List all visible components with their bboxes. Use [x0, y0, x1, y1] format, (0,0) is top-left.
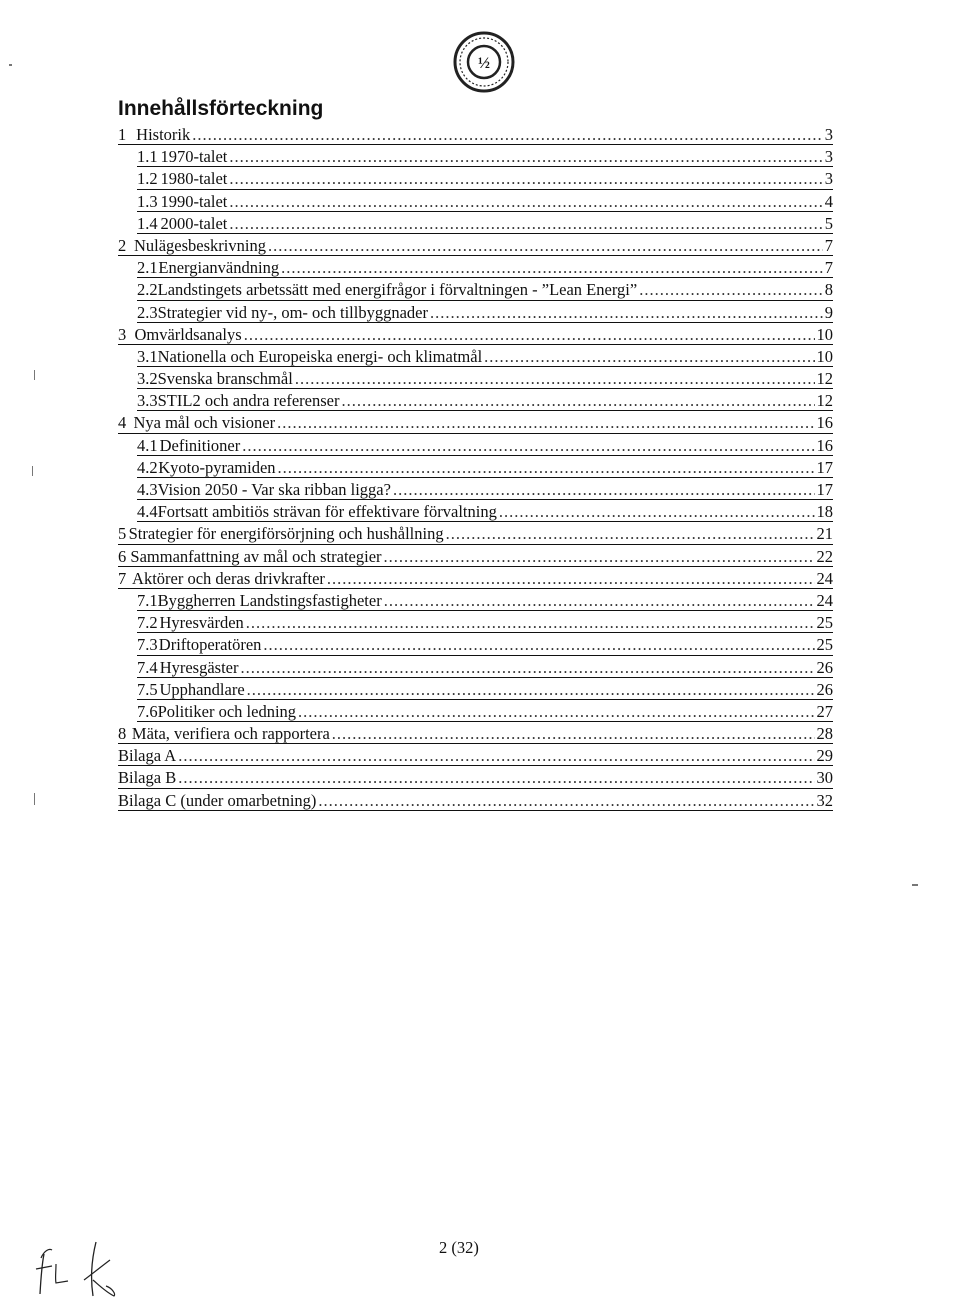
toc-entry [118, 235, 833, 257]
handwritten-signature-icon [30, 1236, 140, 1300]
toc-entry [118, 124, 833, 146]
toc-entry-label: Historik [136, 125, 191, 144]
toc-dot-leader [342, 390, 815, 412]
toc-entry-page: 17 [816, 480, 833, 499]
toc-dot-leader [327, 568, 815, 590]
toc-entry-page: 25 [816, 613, 833, 633]
toc-entry-number: 7.5 [137, 679, 158, 699]
toc-entry-page: 32 [816, 790, 833, 810]
toc-entry-number: 2.1 [137, 258, 158, 278]
toc-entry-label: Strategier för energiförsörjning och hushållning [128, 524, 444, 544]
toc-subentry [118, 590, 833, 612]
toc-entry-label: Byggherren Landstingsfastigheter [157, 590, 382, 610]
toc-dot-leader [384, 546, 815, 568]
toc-dot-leader [263, 634, 814, 656]
toc-dot-leader [393, 479, 815, 501]
toc-entry-page: 24 [816, 568, 833, 588]
toc-subentry [118, 679, 833, 701]
toc-dot-leader [484, 346, 814, 368]
toc-entry-page: 21 [816, 524, 833, 544]
toc-entry-number: 7.4 [137, 657, 158, 677]
toc-entry-number: 4.3 [137, 480, 158, 499]
toc-dot-leader [430, 302, 823, 324]
toc-entry-label: Aktörer och deras drivkrafter [132, 568, 325, 588]
toc-entry-number: 2.2 [137, 280, 158, 300]
toc-entry-label: Strategier vid ny-, om- och tillbyggnader [157, 302, 428, 322]
toc-entry-number: 4.4 [137, 502, 158, 522]
toc-entry-page: 7 [824, 235, 833, 255]
toc-subentry [118, 657, 833, 679]
toc-entry-page: 30 [816, 768, 833, 788]
page-number: 2 (32) [439, 1238, 479, 1257]
toc-entry-label: Sammanfattning av mål och strategier [130, 546, 382, 566]
toc-entry-number: 7.3 [137, 635, 158, 655]
toc-entry [118, 324, 833, 346]
toc-entry-label: Nulägesbeskrivning [133, 235, 266, 255]
toc-entry-label: 1970-talet [160, 147, 228, 167]
toc-subentry [118, 435, 833, 457]
toc-entry [118, 767, 833, 789]
toc-entry-page: 12 [816, 369, 833, 389]
toc-dot-leader [639, 279, 823, 301]
toc-dot-leader [277, 412, 814, 434]
toc-entry-page: 18 [816, 502, 833, 522]
toc-dot-leader [241, 657, 815, 679]
toc-entry-number: 1.3 [137, 191, 158, 211]
toc-entry-label: Definitioner [159, 435, 241, 455]
toc-entry-number: 6 [118, 546, 127, 566]
scan-margin-mark [912, 884, 918, 886]
stamp-seal-icon [452, 30, 516, 94]
toc-dot-leader [229, 213, 822, 235]
toc-entry-label: 2000-talet [160, 213, 228, 233]
toc-dot-leader [268, 235, 823, 257]
toc-subentry [118, 368, 833, 390]
toc-entry-page: 12 [816, 391, 833, 411]
table-of-contents [118, 124, 833, 812]
toc-subentry [118, 213, 833, 235]
toc-entry-number: 4.2 [137, 457, 158, 477]
toc-entry-label: Mäta, verifiera och rapportera [131, 724, 330, 744]
toc-dot-leader [229, 191, 822, 213]
toc-entry [118, 523, 833, 545]
toc-entry-number: 1.2 [137, 169, 158, 189]
toc-entry-page: 29 [816, 746, 833, 766]
toc-entry-page: 7 [824, 258, 833, 278]
toc-subentry [118, 146, 833, 168]
toc-dot-leader [229, 146, 822, 168]
page-title: Innehållsförteckning [118, 97, 324, 120]
toc-dot-leader [242, 435, 814, 457]
toc-entry-page: 16 [816, 435, 833, 455]
toc-entry-page: 17 [816, 457, 833, 477]
toc-entry-number: 2 [118, 235, 127, 255]
toc-entry [118, 568, 833, 590]
scan-margin-mark [9, 64, 12, 66]
toc-entry-page: 4 [824, 191, 833, 211]
toc-entry-label: Landstingets arbetssätt med energifrågor i förvaltningen - ”Lean Energi” [157, 280, 638, 300]
toc-entry-page: 8 [824, 280, 833, 300]
toc-subentry [118, 302, 833, 324]
toc-entry [118, 723, 833, 745]
toc-dot-leader [192, 124, 822, 146]
toc-entry-page: 3 [824, 147, 833, 167]
scan-margin-mark [34, 370, 35, 380]
toc-entry-label: Hyresvärden [159, 613, 244, 633]
toc-entry-label: 1980-talet [160, 169, 228, 189]
toc-entry-label: Kyoto-pyramiden [158, 457, 276, 477]
svg-text:½: ½ [478, 55, 490, 72]
toc-dot-leader [446, 523, 815, 545]
toc-entry-label: Politiker och ledning [157, 701, 297, 721]
toc-entry-page: 5 [824, 213, 833, 233]
toc-entry-label: Driftoperatören [158, 635, 262, 655]
toc-dot-leader [499, 501, 815, 523]
toc-entry-number: 1.1 [137, 147, 158, 167]
toc-entry-page: 3 [824, 125, 833, 144]
toc-subentry [118, 257, 833, 279]
toc-entry-number: 2.3 [137, 302, 158, 322]
toc-entry-number: 3.1 [137, 346, 158, 366]
toc-dot-leader [281, 257, 823, 279]
toc-entry-page: 22 [816, 546, 833, 566]
toc-entry-page: 10 [816, 346, 833, 366]
toc-entry-label: Upphandlare [159, 679, 245, 699]
toc-subentry [118, 390, 833, 412]
toc-entry-label: 1990-talet [160, 191, 228, 211]
toc-entry [118, 790, 833, 812]
toc-subentry [118, 612, 833, 634]
toc-entry-number: 1 [118, 125, 127, 144]
toc-entry-page: 25 [816, 635, 833, 655]
toc-entry-label: Nya mål och visioner [133, 413, 276, 433]
toc-entry-number: 7.2 [137, 613, 158, 633]
toc-dot-leader [244, 324, 815, 346]
toc-entry-label: Hyresgäster [159, 657, 239, 677]
toc-entry-number: 3.3 [137, 391, 158, 411]
toc-entry-label: Omvärldsanalys [134, 324, 242, 344]
toc-subentry [118, 457, 833, 479]
toc-entry-number: 4 [118, 413, 127, 433]
toc-entry-page: 3 [824, 169, 833, 189]
toc-entry-label: Bilaga A [118, 746, 177, 766]
toc-entry-page: 28 [816, 724, 833, 744]
toc-entry [118, 412, 833, 434]
toc-entry-label: Energianvändning [158, 258, 280, 278]
toc-entry-number: 1.4 [137, 213, 158, 233]
toc-dot-leader [229, 168, 822, 190]
toc-entry-number: 3 [118, 324, 127, 344]
toc-dot-leader [246, 612, 815, 634]
toc-subentry [118, 191, 833, 213]
toc-entry-number: 5 [118, 524, 127, 544]
toc-dot-leader [178, 767, 814, 789]
toc-entry-page: 27 [816, 701, 833, 721]
toc-dot-leader [295, 368, 815, 390]
toc-dot-leader [247, 679, 815, 701]
toc-dot-leader [178, 745, 814, 767]
scan-margin-mark [32, 466, 33, 476]
toc-entry-label: STIL2 och andra referenser [157, 391, 340, 411]
toc-entry-label: Bilaga B [118, 768, 177, 788]
toc-entry-label: Vision 2050 - Var ska ribban ligga? [157, 480, 391, 499]
toc-entry-number: 8 [118, 724, 127, 744]
toc-entry-label: Bilaga C (under omarbetning) [118, 790, 317, 810]
toc-dot-leader [278, 457, 815, 479]
toc-entry-page: 16 [816, 413, 833, 433]
toc-subentry [118, 634, 833, 656]
scan-margin-mark [34, 793, 35, 805]
toc-subentry [118, 501, 833, 523]
toc-dot-leader [318, 790, 814, 812]
toc-entry-label: Nationella och Europeiska energi- och klimatmål [157, 346, 483, 366]
toc-entry-number: 3.2 [137, 369, 158, 389]
toc-subentry [118, 168, 833, 190]
toc-entry-number: 7.1 [137, 590, 158, 610]
toc-dot-leader [332, 723, 815, 745]
toc-entry-page: 26 [816, 657, 833, 677]
toc-subentry [118, 479, 833, 501]
toc-subentry [118, 346, 833, 368]
toc-entry-page: 26 [816, 679, 833, 699]
toc-subentry [118, 279, 833, 301]
toc-entry-number: 4.1 [137, 435, 158, 455]
toc-entry-label: Fortsatt ambitiös strävan för effektivare förvaltning [157, 502, 497, 522]
toc-dot-leader [298, 701, 814, 723]
toc-subentry [118, 701, 833, 723]
toc-entry-page: 10 [816, 324, 833, 344]
toc-entry-number: 7.6 [137, 701, 158, 721]
toc-dot-leader [384, 590, 815, 612]
toc-entry-label: Svenska branschmål [157, 369, 293, 389]
toc-entry [118, 546, 833, 568]
toc-entry [118, 745, 833, 767]
toc-entry-page: 9 [824, 302, 833, 322]
toc-entry-number: 7 [118, 568, 127, 588]
toc-entry-page: 24 [816, 590, 833, 610]
